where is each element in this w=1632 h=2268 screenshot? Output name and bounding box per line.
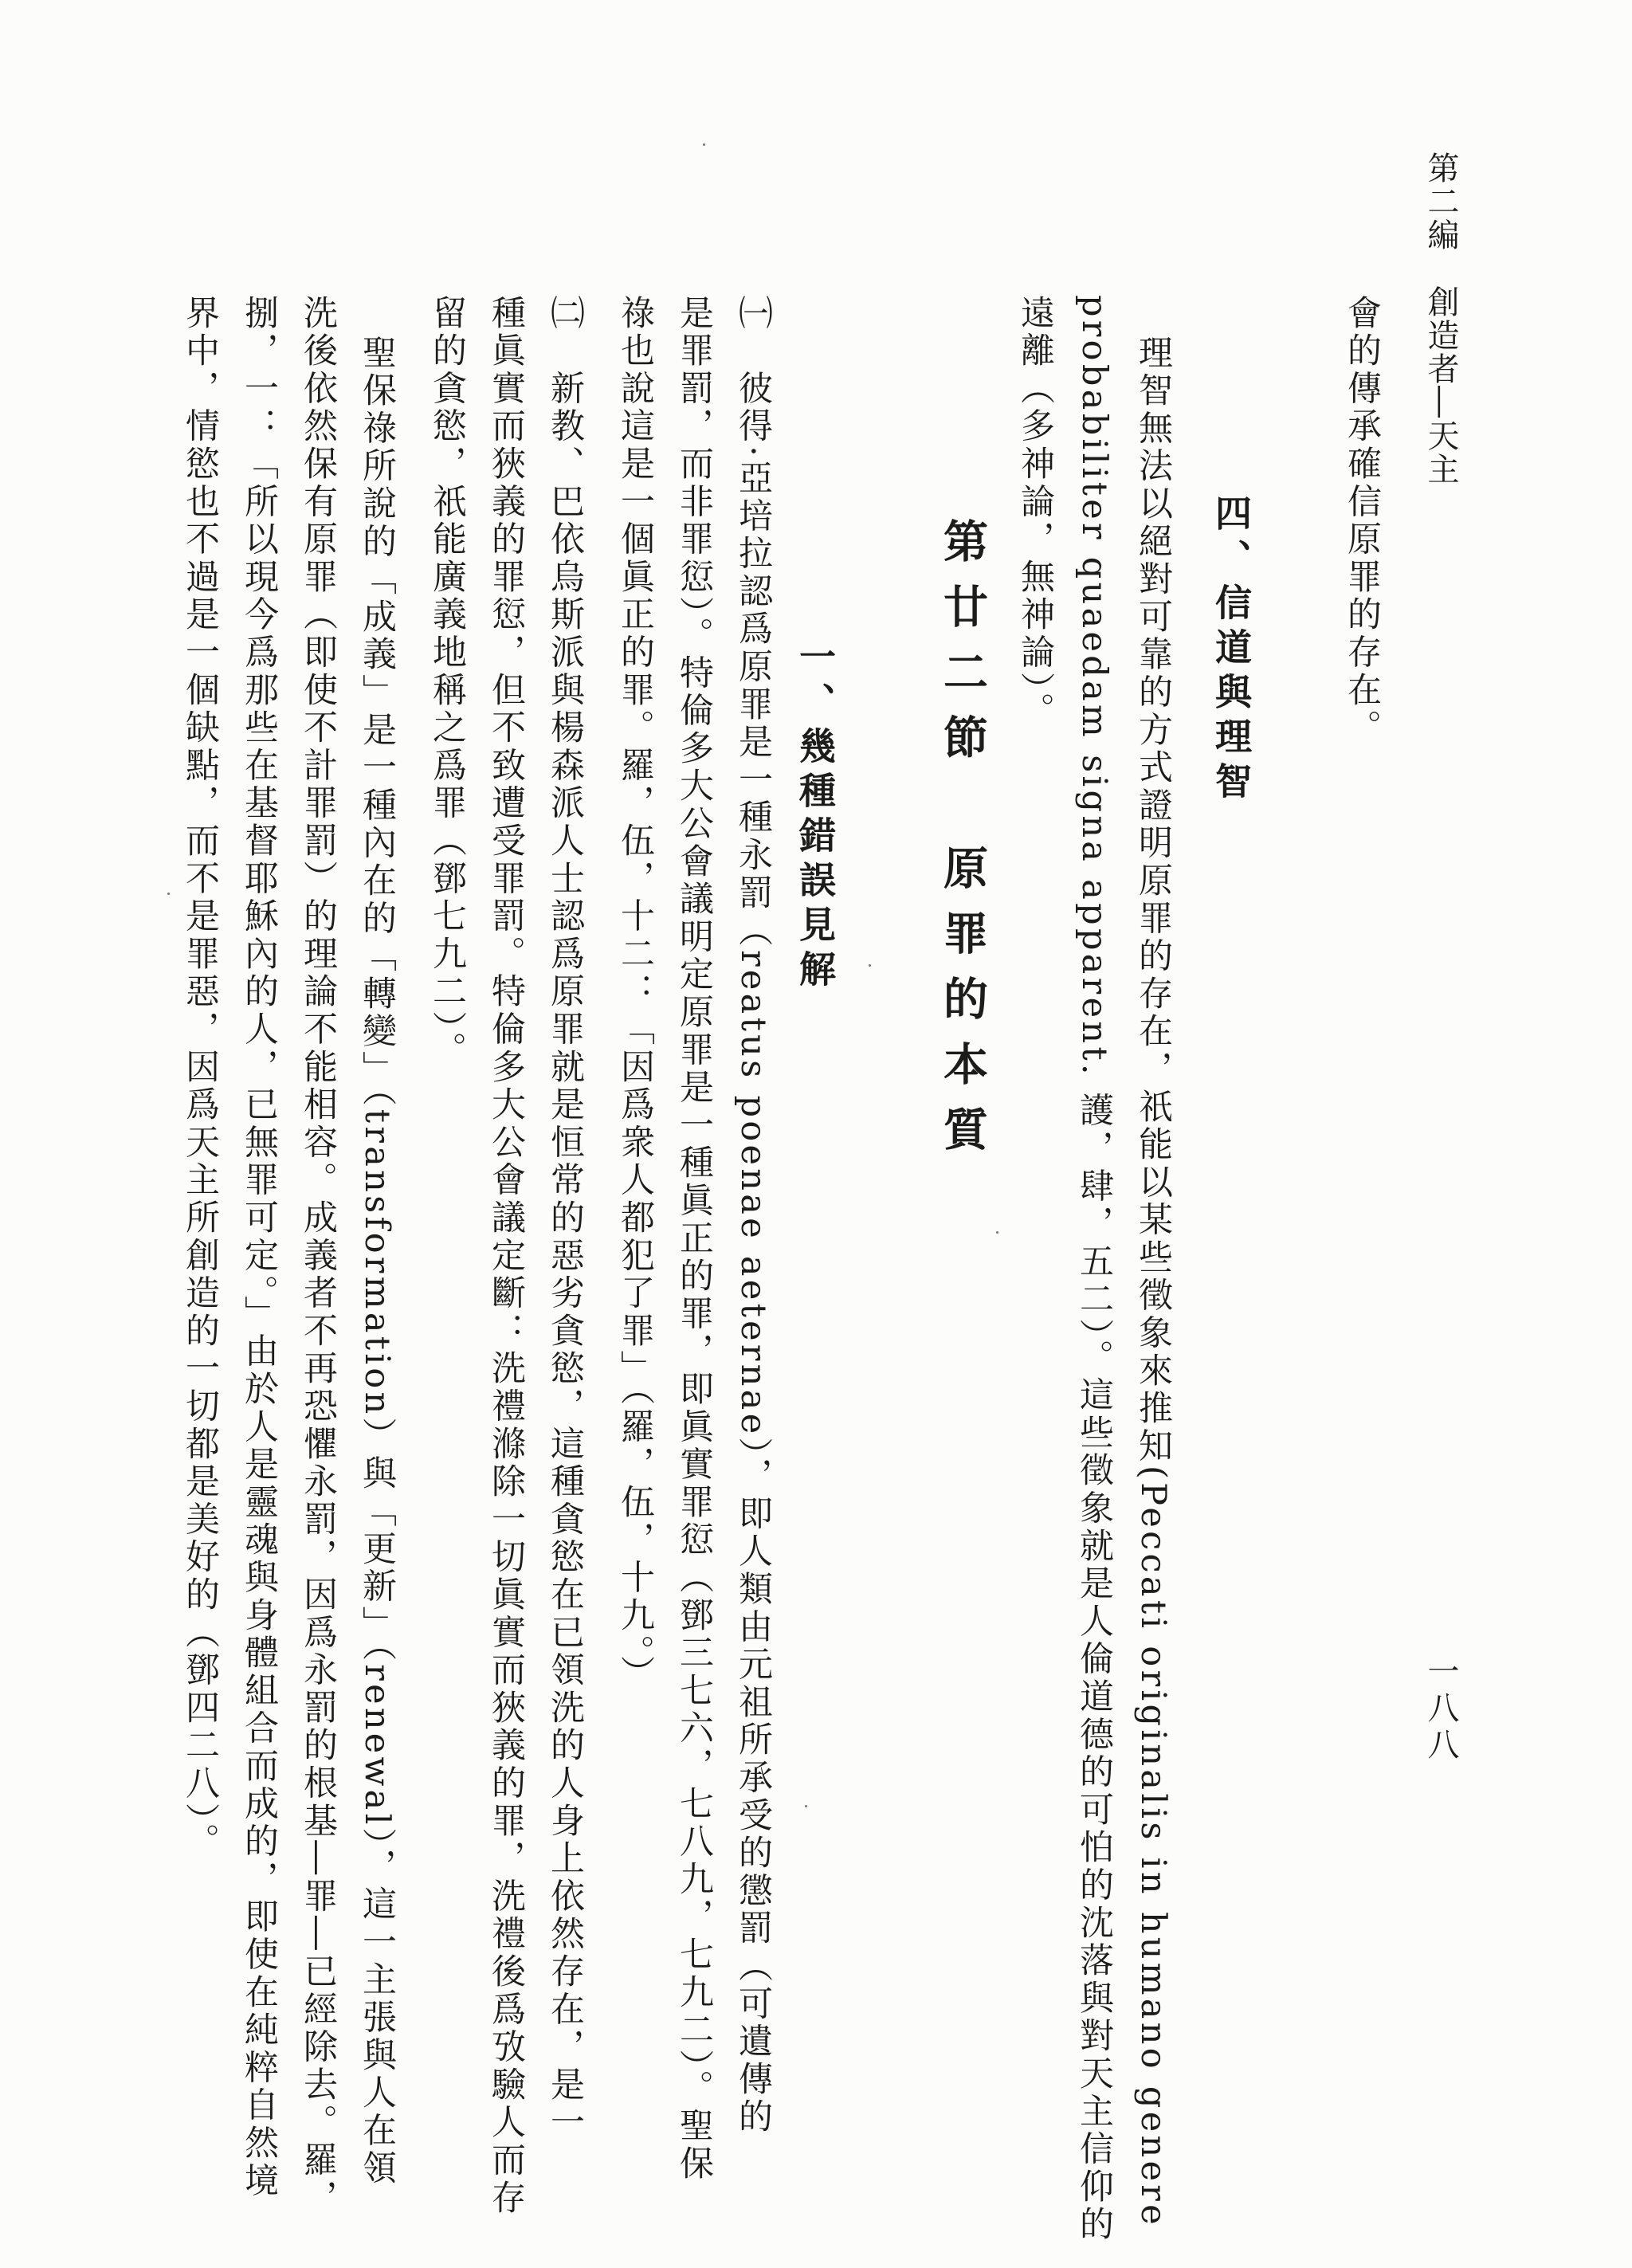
scan-speck bbox=[703, 143, 705, 146]
text-line-11: 聖保祿所說的「成義」是一種內在的「轉變」（transformation）與「更新」（renewal），這一主張與人在領 bbox=[357, 335, 397, 2188]
text-line-10: 留的貪慾，祇能廣義地稱之爲罪（鄧七九二）。 bbox=[427, 295, 467, 1069]
page-number: 一八八 bbox=[1422, 1654, 1459, 1764]
text-line-6: 是罪罰，而非罪愆）。特倫多大公會議明定原罪是一種眞正的罪，即眞實罪愆（鄧三七六，七八九，七九二）。聖保 bbox=[674, 295, 714, 2184]
text-line-12: 洗後依然保有原罪（即使不計罪罰）的理論不能相容。成義者不再恐懼永罰，因爲永罰的根基―罪―已經除去。羅， bbox=[298, 295, 338, 2218]
subsection-heading-errors: 一、幾種錯誤見解 bbox=[794, 638, 837, 995]
text-line-2: 理智無法以絕對可靠的方式證明原罪的存在，祇能以某些徵象來推知(Peccati originalis in humano genere bbox=[1133, 335, 1173, 2228]
text-line-9: 種眞實而狹義的罪愆，但不致遭受罪罰。特倫多大公會議定斷：洗禮滌除一切眞實而狹義的罪，洗禮後爲攷驗人而存 bbox=[486, 295, 526, 2218]
text-line-7: 祿也說這是一個眞正的罪。羅，伍，十二：「因爲衆人都犯了罪」（羅，伍，十九。） bbox=[615, 295, 655, 1693]
text-line-4: 遠離（多神論，無神論）。 bbox=[1015, 295, 1055, 731]
running-title: 第二編 創造者―天主 bbox=[1422, 151, 1459, 486]
text-line-3: probabiliter quaedam signa apparent. 護，肆，五二）。這些徵象就是人倫道德的可怕的沈落與對天主信仰的 bbox=[1074, 295, 1114, 2244]
scan-speck bbox=[996, 1231, 998, 1234]
chapter-title: 第廿二節 原罪的本質 bbox=[936, 518, 989, 1171]
text-line-8: ㈡ 新教、巴依烏斯派與楊森派人士認爲原罪就是恒常的惡劣貪慾，這種貪慾在已領洗的人身上依然存在，是一 bbox=[545, 295, 585, 2142]
scan-speck bbox=[869, 964, 871, 967]
text-line-13: 捌，一：「所以現今爲那些在基督耶穌內的人，已無罪可定。」由於人是靈魂與身體組合而成的，即使在純粹自然境 bbox=[239, 295, 279, 2200]
scan-speck bbox=[167, 893, 170, 895]
section-heading-faith-reason: 四、信道與理智 bbox=[1210, 494, 1253, 806]
text-line-5: ㈠ 彼得·亞培拉認爲原罪是一種永罰（reatus poenae aeternae），即人類由元祖所承受的懲罰（可遺傳的 bbox=[733, 295, 773, 2137]
text-line-14: 界中，情慾也不過是一個缺點，而不是罪惡，因爲天主所創造的一切都是美好的（鄧四二八）。 bbox=[180, 295, 220, 1862]
scan-speck bbox=[805, 1805, 807, 1807]
text-line-1: 會的傳承確信原罪的存在。 bbox=[1342, 295, 1382, 747]
